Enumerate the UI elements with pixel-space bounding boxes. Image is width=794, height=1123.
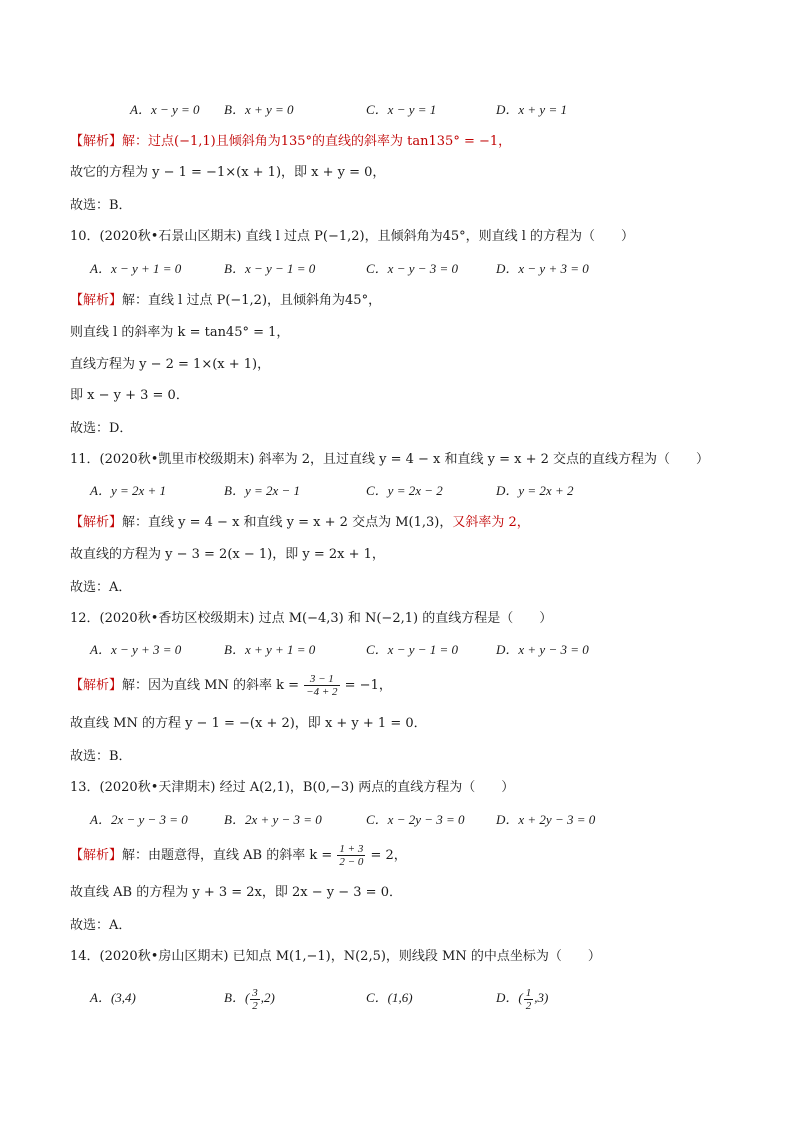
q14-option-d-post: ,3) — [534, 990, 549, 1005]
q12-slope-fraction — [304, 673, 339, 698]
q9-option-c: C．x − y = 1 — [366, 102, 437, 117]
q10-analysis-line4: 即 x − y + 3 = 0． — [70, 388, 189, 403]
q10-option-c: C．x − y − 3 = 0 — [366, 261, 459, 276]
q14-option-c: C．(1,6) — [366, 990, 413, 1005]
analysis-tag: 【解析】 — [70, 134, 123, 149]
q9-analysis-text1: 解：过点(−1,1)且倾斜角为135°的直线的斜率为 tan135° = −1， — [122, 134, 512, 149]
q11-analysis-text1b: 又斜率为 2， — [452, 515, 530, 530]
q12-option-d: D．x + y − 3 = 0 — [496, 642, 589, 657]
q10-analysis-line2: 则直线 l 的斜率为 k = tan45° = 1， — [70, 325, 290, 340]
q10-option-a: A．x − y + 1 = 0 — [90, 261, 182, 276]
q11-analysis-line2: 故直线的方程为 y − 3 = 2(x − 1)，即 y = 2x + 1， — [70, 547, 385, 562]
q14-option-b-fraction — [250, 987, 260, 1012]
q9-option-a: A．x − y = 0 — [130, 102, 200, 117]
q9-option-d: D．x + y = 1 — [496, 102, 567, 117]
fraction-numerator: 1 + 3 — [339, 843, 364, 855]
q11-option-a: A．y = 2x + 1 — [90, 483, 167, 498]
fraction-denominator: −4 + 2 — [306, 686, 338, 698]
q14-option-b — [224, 984, 275, 1012]
q14-option-a: A．(3,4) — [90, 990, 136, 1005]
q12-option-c: C．x − y − 1 = 0 — [366, 642, 459, 657]
q12-analysis-text1-post: = −1， — [344, 678, 392, 693]
q12-stem: 12．(2020秋•香坊区校级期末) 过点 M(−4,3) 和 N(−2,1) 的直线方程是（ ） — [70, 611, 553, 626]
q12-answer: 故选：B． — [70, 749, 132, 764]
q13-slope-fraction — [337, 843, 365, 868]
q14-stem: 14．(2020秋•房山区期末) 已知点 M(1,−1)，N(2,5)，则线段 MN 的中点坐标为（ ） — [70, 949, 601, 964]
q9-option-b: B．x + y = 0 — [224, 102, 294, 117]
q11-analysis-text1a: 解：直线 y = 4 − x 和直线 y = x + 2 交点为 M(1,3)， — [122, 515, 453, 530]
fraction-numerator: 3 − 1 — [304, 673, 339, 686]
q13-analysis-line1 — [70, 842, 407, 870]
q12-option-b: B．x + y + 1 = 0 — [224, 642, 316, 657]
fraction-denominator: 2 — [525, 999, 532, 1012]
q10-analysis-line3: 直线方程为 y − 2 = 1×(x + 1)， — [70, 357, 271, 372]
q10-option-b: B．x − y − 1 = 0 — [224, 261, 316, 276]
q9-answer: 故选：B． — [70, 198, 132, 213]
analysis-tag: 【解析】 — [70, 848, 123, 863]
q12-analysis-line2: 故直线 MN 的方程 y − 1 = −(x + 2)，即 x + y + 1 = 0． — [70, 716, 427, 731]
q13-answer: 故选：A． — [70, 918, 132, 933]
analysis-tag: 【解析】 — [70, 515, 123, 530]
q13-option-b: B．2x + y − 3 = 0 — [224, 812, 322, 827]
q13-option-c: C．x − 2y − 3 = 0 — [366, 812, 465, 827]
q13-stem: 13．(2020秋•天津期末) 经过 A(2,1)，B(0,−3) 两点的直线方程为（ ） — [70, 780, 515, 795]
q11-analysis-line1 — [70, 514, 530, 532]
q14-option-d-fraction — [524, 987, 534, 1012]
q13-analysis-line2: 故直线 AB 的方程为 y + 3 = 2x，即 2x − y − 3 = 0． — [70, 885, 402, 900]
q10-answer: 故选：D． — [70, 421, 133, 436]
fraction-numerator: 3 — [252, 986, 258, 999]
q11-option-b: B．y = 2x − 1 — [224, 483, 301, 498]
q10-option-d: D．x − y + 3 = 0 — [496, 261, 589, 276]
q13-option-a: A．2x − y − 3 = 0 — [90, 812, 188, 827]
fraction-denominator: 2 — [252, 999, 258, 1012]
q12-analysis-line1 — [70, 672, 392, 700]
q11-option-d: D．y = 2x + 2 — [496, 483, 574, 498]
q13-analysis-text1-post: = 2， — [370, 848, 407, 863]
q10-stem: 10．(2020秋•石景山区期末) 直线 l 过点 P(−1,2)，且倾斜角为45°，则直线 l 的方程为（ ） — [70, 229, 635, 244]
q11-answer: 故选：A． — [70, 580, 132, 595]
q14-option-b-pre: B．( — [224, 990, 250, 1005]
fraction-denominator: 2 − 0 — [339, 856, 364, 868]
q14-option-d — [496, 984, 548, 1012]
q9-analysis-line2: 故它的方程为 y − 1 = −1×(x + 1)，即 x + y = 0， — [70, 165, 386, 180]
q11-stem: 11．(2020秋•凯里市校级期末) 斜率为 2，且过直线 y = 4 − x 和直线 y = x + 2 交点的直线方程为（ ） — [70, 452, 710, 467]
q12-option-a: A．x − y + 3 = 0 — [90, 642, 182, 657]
q13-option-d: D．x + 2y − 3 = 0 — [496, 812, 596, 827]
q10-analysis-text1: 解：直线 l 过点 P(−1,2)，且倾斜角为45°， — [122, 293, 382, 308]
q14-option-b-post: ,2) — [260, 990, 275, 1005]
q14-option-d-pre: D．( — [496, 990, 523, 1005]
analysis-tag: 【解析】 — [70, 678, 123, 693]
fraction-numerator: 1 — [525, 986, 532, 999]
q12-analysis-text1-pre: 解：因为直线 MN 的斜率 k = — [122, 678, 300, 693]
q11-option-c: C．y = 2x − 2 — [366, 483, 443, 498]
q13-analysis-text1-pre: 解：由题意得，直线 AB 的斜率 k = — [122, 848, 333, 863]
q9-analysis-line1 — [70, 133, 511, 151]
q10-analysis-line1 — [70, 292, 381, 310]
analysis-tag: 【解析】 — [70, 293, 123, 308]
